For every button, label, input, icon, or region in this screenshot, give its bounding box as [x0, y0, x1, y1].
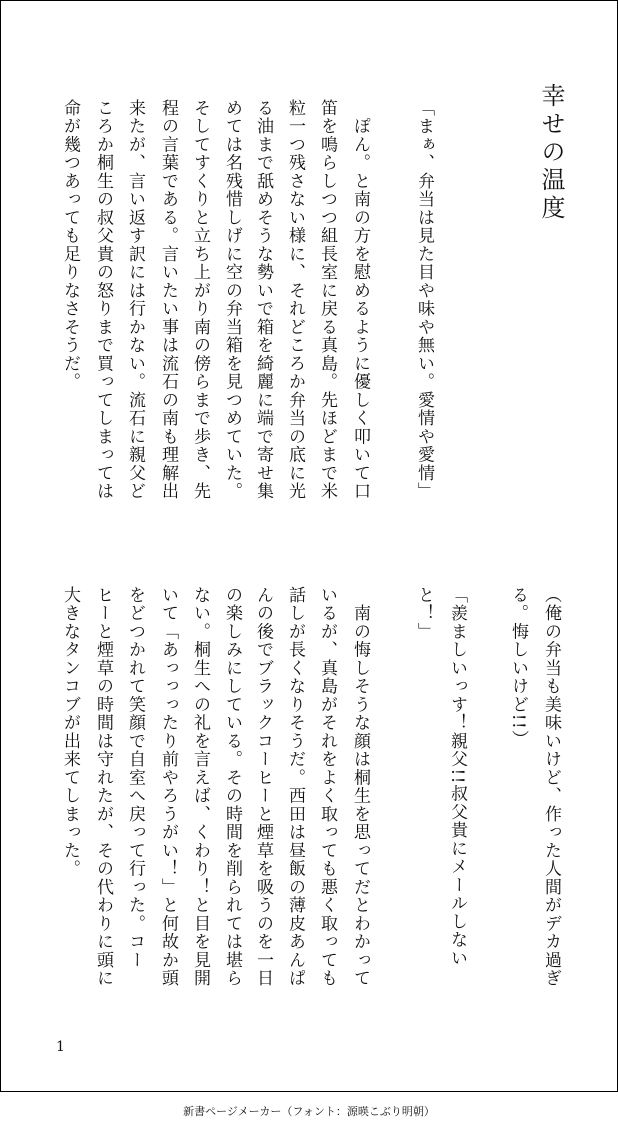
lower-text-column: んの後でブラックコーヒーと煙草を吸うのを一日	[253, 586, 273, 988]
lower-text-column: いるが、真島がそれをよく取っても悪く取っても	[317, 586, 337, 988]
upper-text-column: る油まで舐めそうな勢いで箱を綺麗に端で寄せ集	[253, 99, 273, 501]
lower-text-column: いて「あっっったり前やろうがい！」と何故か頭	[158, 586, 178, 988]
lower-text-column: 大きなタンコブが出来てしまった。	[60, 586, 80, 878]
page-number: 1	[56, 1039, 65, 1055]
upper-text-column: 「まぁ、弁当は見た目や味や無い。愛情や愛情」	[414, 99, 434, 501]
lower-text-column: （俺の弁当も美味いけど、作った人間がデカ過ぎ	[541, 586, 561, 988]
lower-text-column: をどつかれて笑顔で自室へ戻って行った。コー	[125, 586, 145, 970]
lower-text-column: 南の悔しそうな顔は桐生を思ってだとわかって	[350, 586, 370, 988]
upper-text-column: 程の言葉である。言いたい事は流石の南も理解出	[158, 99, 178, 501]
upper-text-column: ころか桐生の叔父貴の怒りまで買ってしまっては	[93, 99, 113, 501]
page-title: 幸せの温度	[537, 83, 565, 223]
upper-text-column: 粒一つ残さない様に、それどころか弁当の底に光	[285, 99, 305, 501]
lower-text-column: ヒーと煙草の時間は守れたが、その代わりに頭に	[93, 586, 113, 988]
lower-text-column: の楽しみにしている。その時間を削られては堪ら	[222, 586, 242, 988]
lower-text-column: ない。桐生への礼を言えば、くわり！と目を見開	[190, 586, 210, 988]
upper-text-column: そしてすくりと立ち上がり南の傍らまで歩き、先	[190, 99, 210, 501]
upper-text-column: 命が幾つあっても足りなさそうだ。	[60, 99, 80, 391]
lower-text-column: 「羨ましいっす！親父!!叔父貴にメールしない	[447, 586, 467, 968]
upper-text-column: めては名残惜しげに空の弁当箱を見つめていた。	[222, 99, 242, 501]
lower-text-column: 話しが長くなりそうだ。西田は昼飯の薄皮あんぱ	[285, 586, 305, 988]
lower-text-column: る。悔しいけど!!）	[508, 586, 528, 749]
lower-text-column: と！」	[414, 586, 434, 641]
upper-text-column: 来たが、言い返す訳には行かない。流石に親父ど	[125, 99, 145, 501]
upper-text-column: 笛を鳴らしつつ組長室に戻る真島。先ほどまで米	[317, 99, 337, 501]
upper-text-column: ぽん。と南の方を慰めるように優しく叩いて口	[350, 99, 370, 501]
footer-credit: 新書ページメーカー（フォント：源暎こぶり明朝）	[183, 1105, 435, 1118]
